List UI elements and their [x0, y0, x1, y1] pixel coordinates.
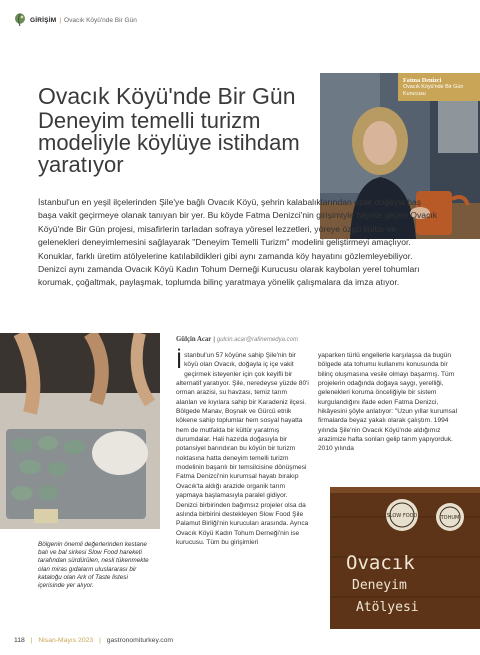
author-line	[176, 336, 298, 343]
portrait-caption-name: Fatma Denizci	[403, 77, 442, 84]
footer-separator-1: |	[30, 637, 33, 644]
website-link[interactable]: gastronomiturkey.com	[106, 637, 174, 644]
sign-line-1: Ovacık	[346, 552, 415, 574]
page-footer	[14, 637, 173, 644]
sign-line-3: Atölyesi	[356, 600, 419, 615]
workshop-photo-caption: Bölgenin önemli değerlerinden kestane balı ve bal sirkesi Slow Food hareketi tarafından sürdürülen, nesli tükenmekte olan miras gıdaların uluslararası bir kataloğu olan Ark of Taste listesi içerisinde yer alıyor.	[38, 541, 149, 590]
section-label: GİRİŞİM	[30, 16, 57, 24]
author-separator: |	[213, 336, 217, 343]
issue-date: Nisan-Mayıs 2023	[38, 637, 94, 644]
body-column-2: yaparken türlü engellerle karşılaşsa da bugün bölgede ata tohumu kullanımı konusunda bir bilinç oluşmasına vesile olmayı başarmış. Tüm projelerin odağında doğaya saygı, yerelliği, gelenekleri koruma önceliğiyle bir sistem kurgulandığını ifade eden Fatma Denizci, hikâyesini şöyle anlatıyor: "Uzun yıllar kurumsal firmalarda beyaz yakalı olarak çalıştım. 1994 yılında Şile'nin Ovacık Köyü'nde aldığımız arazimize hafta sonları gelip tarım yapıyorduk. 2010 yılında	[318, 352, 458, 453]
workshop-photo	[0, 333, 160, 529]
workshop-illustration	[0, 333, 160, 529]
wooden-sign-illustration	[330, 487, 480, 629]
footer-separator-2: |	[99, 637, 101, 644]
subsection-label: Ovacık Köyü'nde Bir Gün	[64, 16, 137, 24]
badge-right-text: TOHUM	[440, 515, 460, 521]
sign-line-2: Deneyim	[352, 578, 407, 593]
author-email[interactable]: gulcin.acar@rafinemedya.com	[216, 337, 298, 343]
page-header	[14, 11, 137, 29]
article-subtitle: Deneyim temelli turizm modeliyle köylüye istihdam yaratıyor	[38, 108, 300, 177]
drop-cap: İ	[176, 348, 183, 373]
author-name: Gülçin Acar	[176, 336, 212, 343]
header-separator: |	[59, 16, 62, 24]
leaf-logo-icon	[14, 13, 26, 27]
badge-left-text: SLOW FOOD	[386, 513, 418, 519]
article-lead: İstanbul'un en yeşil ilçelerinden Şile'ye bağlı Ovacık Köyü, şehrin kalabalıklarından uzak doğayla baş başa vakit geçirmeye olanak tanıyan bir yer. Bu köyde Fatma Denizci'nin girişimiyle hayata geçen Ovacık Köyü'nde Bir Gün projesi, misafirlerin tarladan sofraya yöresel lezzetleri, yöreye özgü kültür ve gelenekleri deneyimlemesini sağlayarak "Deneyim Temelli Turizm" modelini geliştirmeyi amaçlıyor. Konuklar, farklı üretim atölyelerine katılabildikleri gibi aynı zamanda köy hayatını gözlemleyebiliyor. Denizci aynı zamanda Ovacık Köyü Kadın Tohum Derneği Kurucusu olarak kaybolan yerel tohumları korumak, çoğaltmak, paylaşmak, toplumda bilinç yaratmaya yönelik çalışmalara da imza atıyor.	[38, 197, 438, 288]
portrait-caption	[398, 73, 480, 101]
page-number: 118	[14, 637, 25, 644]
body-column-1-text: stanbul'un 57 köyüne sahip Şile'nin bir köyü olan Ovacık, doğayla iç içe vakit geçirmek isteyenler için çok keyifli bir alternatif yaratıyor. Şile, neredeyse yüzde 80'i orman arazisi, su havzası, temiz tarım alanları ve kıyılara sahip bir Karadeniz ilçesi. Bölgede Manav, Boşnak ve Gürcü etnik kökene sahip toplumlar hem sosyal hayatta hem de mutfakta bir kültür yaratmış durumdalar. Hali hazırda doğasıyla bir potansiyel barındıran bu köyün bir turizm noktasına hatta deneyim temelli turizm modelinin başarılı bir temsilcisine dönüşmesi Fatma Denizci'nin kurumsal hayatı bırakıp Ovacık'ta aldığı arazide organik tarım yapmaya başlamasıyla paralel gidiyor. Denizci birbirinden bağımsız projeler olsa da aslında birbirini destekleyen Slow Food Şile Palamut Birliği'nin kurucuları arasında. Ayrıca Ovacık Köyü Kadın Tohum Derneği'nin ise kurucusu. Tüm bu girişimleri	[176, 352, 309, 546]
article-title: Ovacık Köyü'nde Bir Gün	[38, 83, 296, 109]
workshop-sign-photo	[330, 487, 480, 629]
portrait-caption-role: Ovacık Köyü'nde Bir Gün Kurucusu	[403, 84, 464, 97]
body-column-1	[176, 348, 310, 547]
